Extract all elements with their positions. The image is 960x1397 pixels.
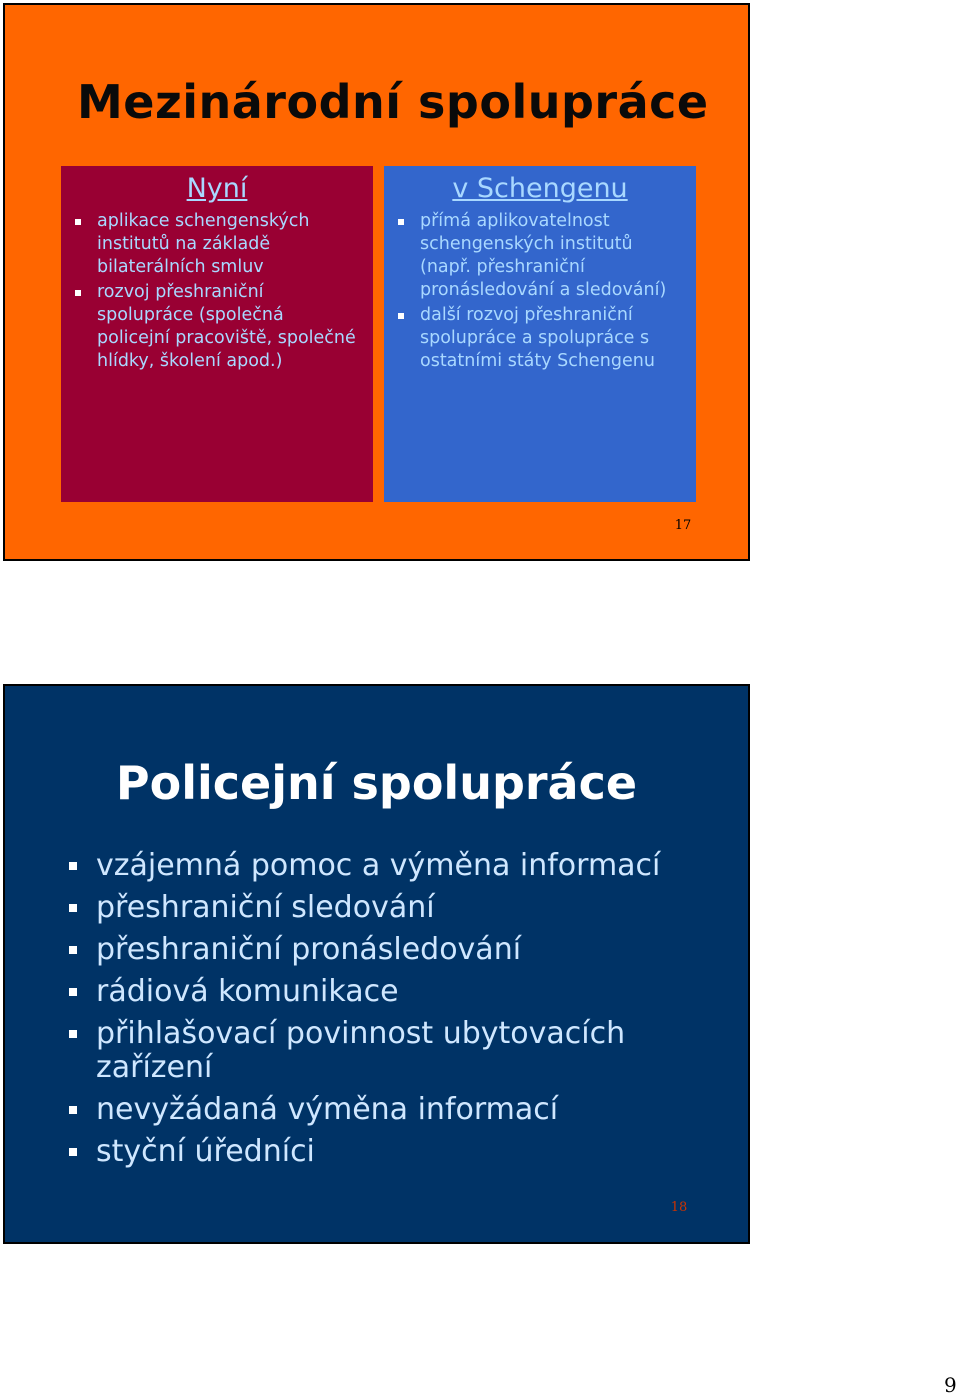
list-item: rozvoj přeshraniční spolupráce (společná policejní pracoviště, společné hlídky, školení apod.) bbox=[75, 281, 359, 373]
bullet-list bbox=[75, 210, 359, 373]
bullet-list bbox=[69, 849, 719, 1177]
slide-number: 18 bbox=[670, 1200, 688, 1215]
list-item: přeshraniční sledování bbox=[69, 891, 719, 925]
list-item: styční úředníci bbox=[69, 1135, 719, 1169]
panel-heading: Nyní bbox=[186, 173, 248, 204]
list-item: přihlašovací povinnost ubytovacích zařízení bbox=[69, 1017, 719, 1085]
slide-18 bbox=[3, 684, 750, 1244]
list-item: další rozvoj přeshraniční spolupráce a spolupráce s ostatními státy Schengenu bbox=[398, 304, 682, 373]
panel-nyni bbox=[61, 166, 373, 502]
list-item: rádiová komunikace bbox=[69, 975, 719, 1009]
list-item: vzájemná pomoc a výměna informací bbox=[69, 849, 719, 883]
slide-title: Mezinárodní spolupráce bbox=[77, 75, 709, 129]
list-item: přímá aplikovatelnost schengenských institutů (např. přeshraniční pronásledování a sledování) bbox=[398, 210, 682, 302]
panel-v-schengenu bbox=[384, 166, 696, 502]
bullet-list bbox=[398, 210, 682, 373]
list-item: nevyžádaná výměna informací bbox=[69, 1093, 719, 1127]
slide-number: 17 bbox=[674, 518, 692, 533]
slide-17 bbox=[3, 3, 750, 561]
page-number: 9 bbox=[944, 1373, 957, 1397]
slide-title: Policejní spolupráce bbox=[115, 756, 638, 810]
list-item: aplikace schengenských institutů na základě bilaterálních smluv bbox=[75, 210, 359, 279]
panel-heading: v Schengenu bbox=[452, 173, 628, 204]
list-item: přeshraniční pronásledování bbox=[69, 933, 719, 967]
